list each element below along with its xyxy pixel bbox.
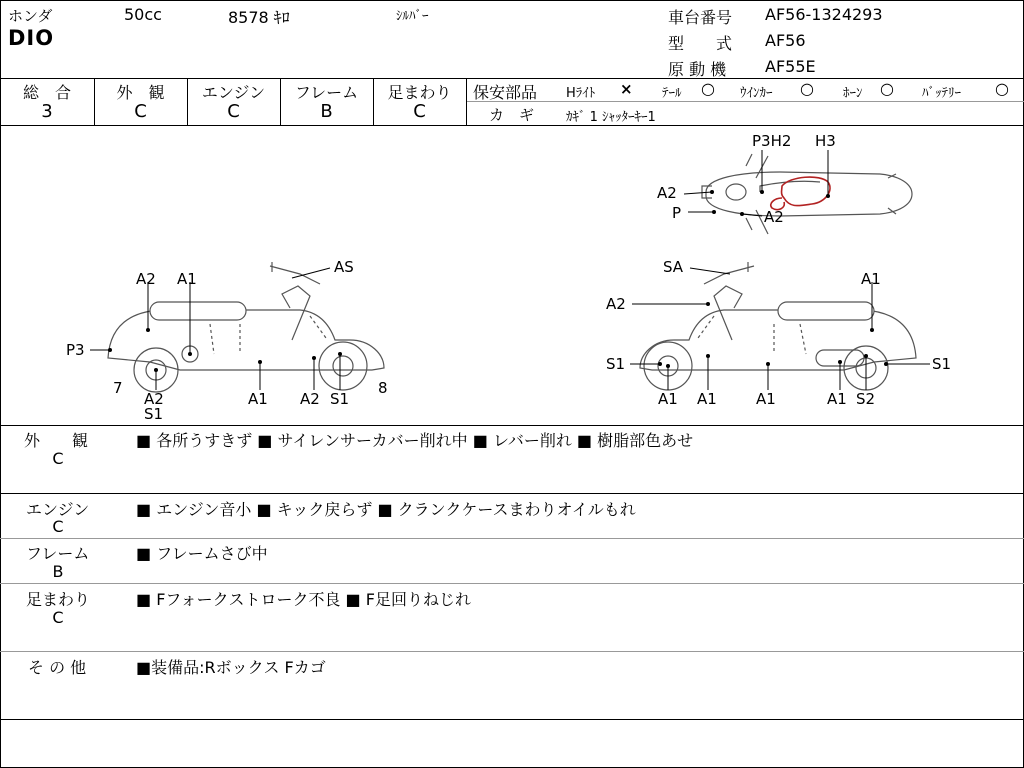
- top-view-scooter: [702, 154, 912, 234]
- grade-exterior-value: C: [134, 101, 147, 122]
- model-code: AF56: [765, 31, 806, 50]
- detail-engine-text: ■ エンジン音小 ■ キック戻らず ■ クランクケースまわりオイルもれ: [136, 500, 636, 519]
- diagram-label: S2: [856, 390, 876, 408]
- safety-battery-mark: ○: [995, 79, 1009, 98]
- safety-horn-mark: ○: [880, 79, 894, 98]
- diagram-label: A1: [177, 270, 197, 288]
- displacement: 50cc: [124, 5, 162, 24]
- safety-battery-label: ﾊﾞｯﾃﾘｰ: [922, 86, 961, 101]
- diagram-label: S1: [330, 390, 350, 408]
- model-label: 型 式: [668, 34, 733, 53]
- detail-exterior-text: ■ 各所うすきず ■ サイレンサーカバー削れ中 ■ レバー削れ ■ 樹脂部色あせ: [136, 431, 694, 450]
- detail-engine-label: エンジン: [26, 500, 90, 519]
- grade-suspension-label: 足まわり: [387, 83, 452, 102]
- detail-frame-text: ■ フレームさび中: [136, 544, 268, 563]
- grade-exterior-label: 外 観: [116, 83, 165, 102]
- safety-headlight-label: Hﾗｲﾄ: [566, 86, 596, 101]
- detail-suspension-text: ■ Fフォークストローク不良 ■ F足回りねじれ: [136, 590, 471, 609]
- detail-other-text: ■装備品:Rボックス Fカゴ: [136, 658, 326, 677]
- detail-frame-label: フレーム: [26, 544, 90, 563]
- grade-suspension-value: C: [413, 101, 426, 122]
- diagram-label: A1: [827, 390, 847, 408]
- color: ｼﾙﾊﾞｰ: [396, 9, 429, 24]
- safety-headlight-mark: ×: [620, 80, 633, 98]
- key-label: カ ギ: [489, 106, 535, 124]
- engine-code: AF55E: [765, 57, 816, 76]
- diagram-label: S1: [606, 355, 626, 373]
- detail-other-label: そ の 他: [28, 658, 87, 677]
- grade-engine-value: C: [227, 101, 240, 122]
- diagram-label: P3: [66, 341, 85, 359]
- mileage: 8578 ｷﾛ: [228, 8, 290, 27]
- diagram-label: A1: [861, 270, 881, 288]
- grade-engine-label: エンジン: [201, 83, 266, 102]
- detail-suspension-grade: C: [52, 608, 64, 627]
- diagram-label: A2: [764, 208, 784, 226]
- diagram-label: A2: [657, 184, 677, 202]
- detail-frame-grade: B: [52, 562, 64, 581]
- safety-tail-mark: ○: [701, 79, 715, 98]
- safety-winker-mark: ○: [800, 79, 814, 98]
- safety-horn-label: ﾎｰﾝ: [843, 86, 863, 101]
- detail-exterior-label: 外 観: [24, 431, 89, 450]
- diagram-label: A2: [136, 270, 156, 288]
- diagram-label: A1: [756, 390, 776, 408]
- grade-frame-value: B: [320, 101, 333, 122]
- safety-winker-label: ｳｲﾝｶｰ: [740, 86, 773, 101]
- diagram-label: A1: [248, 390, 268, 408]
- diagram-label: S1: [144, 405, 164, 423]
- engine-label: 原 動 機: [668, 60, 727, 79]
- diagram-label: P3H2: [752, 132, 792, 150]
- grade-frame-label: フレーム: [294, 83, 359, 102]
- diagram-label: A2: [606, 295, 626, 313]
- damage-diagram: [0, 126, 1024, 426]
- diagram-label: A2: [144, 390, 164, 408]
- detail-suspension-label: 足まわり: [26, 590, 91, 609]
- diagram-label: H3: [815, 132, 836, 150]
- diagram-label: 8: [378, 379, 388, 397]
- diagram-label: P: [672, 204, 682, 222]
- diagram-label: S1: [932, 355, 952, 373]
- maker: ホンダ: [8, 7, 53, 25]
- diagram-label: SA: [663, 258, 684, 276]
- frame-no-label: 車台番号: [668, 8, 733, 27]
- frame-no: AF56-1324293: [765, 5, 883, 24]
- diagram-label: A2: [300, 390, 320, 408]
- safety-tail-label: ﾃｰﾙ: [662, 86, 682, 101]
- diagram-label: AS: [334, 258, 354, 276]
- diagram-label: 7: [113, 379, 123, 397]
- grade-total-label: 総 合: [22, 83, 71, 102]
- diagram-label: A1: [697, 390, 717, 408]
- detail-exterior-grade: C: [52, 449, 64, 468]
- safety-label: 保安部品: [473, 83, 538, 102]
- key-value: ｶｷﾞ 1 ｼｬｯﾀｰｷｰ1: [566, 110, 656, 125]
- detail-engine-grade: C: [52, 517, 64, 536]
- grade-total-value: 3: [41, 101, 53, 122]
- model-name: DIO: [8, 26, 55, 50]
- diagram-label: A1: [658, 390, 678, 408]
